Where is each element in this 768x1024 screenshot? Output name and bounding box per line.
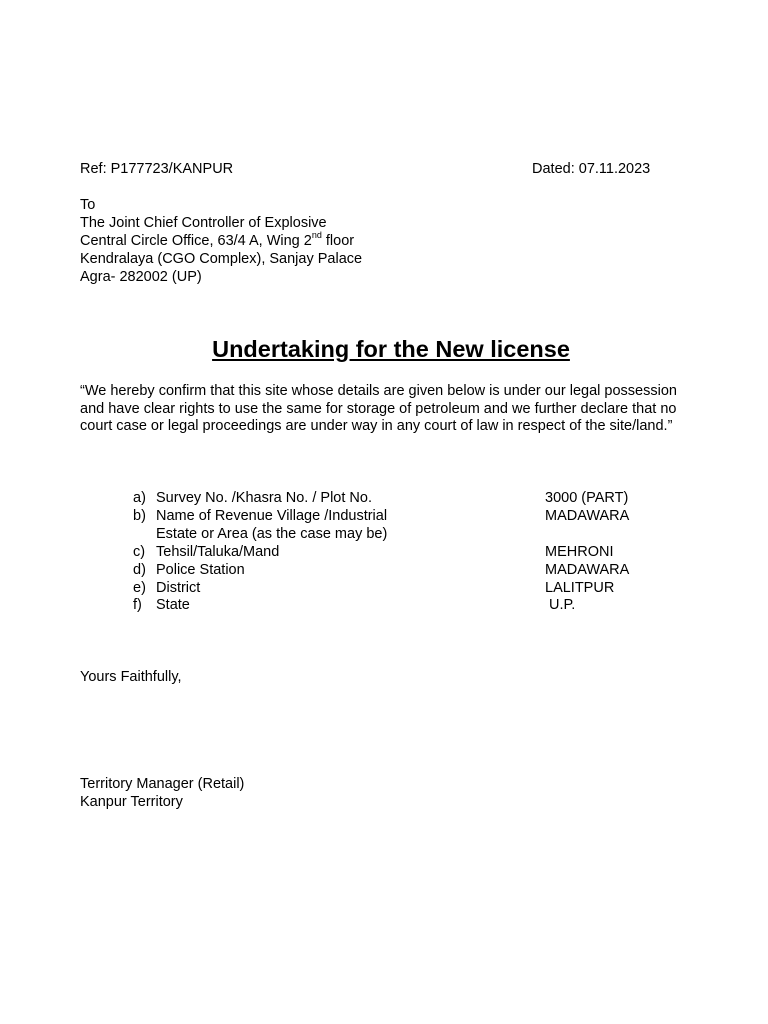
detail-label: Police Station	[156, 562, 245, 578]
detail-label: Survey No. /Khasra No. / Plot No.	[156, 490, 372, 506]
detail-letter: e)	[133, 580, 146, 596]
paragraph-line-1: “We hereby confirm that this site whose details are given below is under our legal possession	[80, 383, 677, 399]
signatory-title: Territory Manager (Retail)	[80, 776, 245, 792]
detail-row-state	[0, 596, 768, 614]
detail-row-police-station	[0, 561, 768, 579]
detail-value: MADAWARA	[545, 508, 630, 524]
address-line-2-suffix: floor	[321, 233, 355, 249]
reference-number: Ref: P177723/KANPUR	[80, 161, 234, 177]
detail-label: State	[156, 597, 190, 613]
detail-letter: f)	[133, 597, 142, 613]
detail-letter: b)	[133, 508, 146, 524]
undertaking-paragraph	[80, 382, 720, 435]
address-line-3: Kendralaya (CGO Complex), Sanjay Palace	[80, 251, 363, 267]
signature-block	[80, 775, 244, 811]
recipient-address	[80, 196, 362, 286]
detail-row-tehsil	[0, 543, 768, 561]
detail-row-district	[0, 579, 768, 597]
address-line-2	[80, 232, 362, 250]
paragraph-line-3: court case or legal proceedings are under way in any court of law in respect of the site/land.”	[80, 418, 673, 434]
address-line-1: The Joint Chief Controller of Explosive	[80, 215, 327, 231]
address-line-2-text: Central Circle Office, 63/4 A, Wing 2	[80, 233, 312, 249]
detail-label: Tehsil/Taluka/Mand	[156, 544, 280, 560]
detail-value: U.P.	[549, 597, 576, 613]
signatory-territory: Kanpur Territory	[80, 794, 183, 810]
detail-letter: a)	[133, 490, 146, 506]
document-title: Undertaking for the New license	[212, 336, 570, 362]
detail-value: MADAWARA	[545, 562, 630, 578]
detail-label: Name of Revenue Village /Industrial	[156, 508, 388, 524]
detail-row-revenue-village	[0, 507, 768, 525]
detail-label: Estate or Area (as the case may be)	[156, 526, 388, 542]
closing-salutation: Yours Faithfully,	[80, 669, 182, 685]
detail-row-survey	[0, 489, 768, 507]
detail-value: 3000 (PART)	[545, 490, 629, 506]
detail-letter: d)	[133, 562, 146, 578]
letter-date: Dated: 07.11.2023	[532, 161, 651, 177]
detail-label: District	[156, 580, 201, 596]
address-to: To	[80, 197, 96, 213]
address-line-4: Agra- 282002 (UP)	[80, 269, 202, 285]
paragraph-line-2: and have clear rights to use the same for storage of petroleum and we further declare that no	[80, 400, 677, 417]
detail-letter: c)	[133, 544, 146, 560]
address-line-2-superscript: nd	[311, 230, 322, 241]
detail-row-revenue-village-cont	[0, 525, 768, 543]
detail-value: LALITPUR	[545, 580, 615, 596]
detail-value: MEHRONI	[545, 544, 614, 560]
